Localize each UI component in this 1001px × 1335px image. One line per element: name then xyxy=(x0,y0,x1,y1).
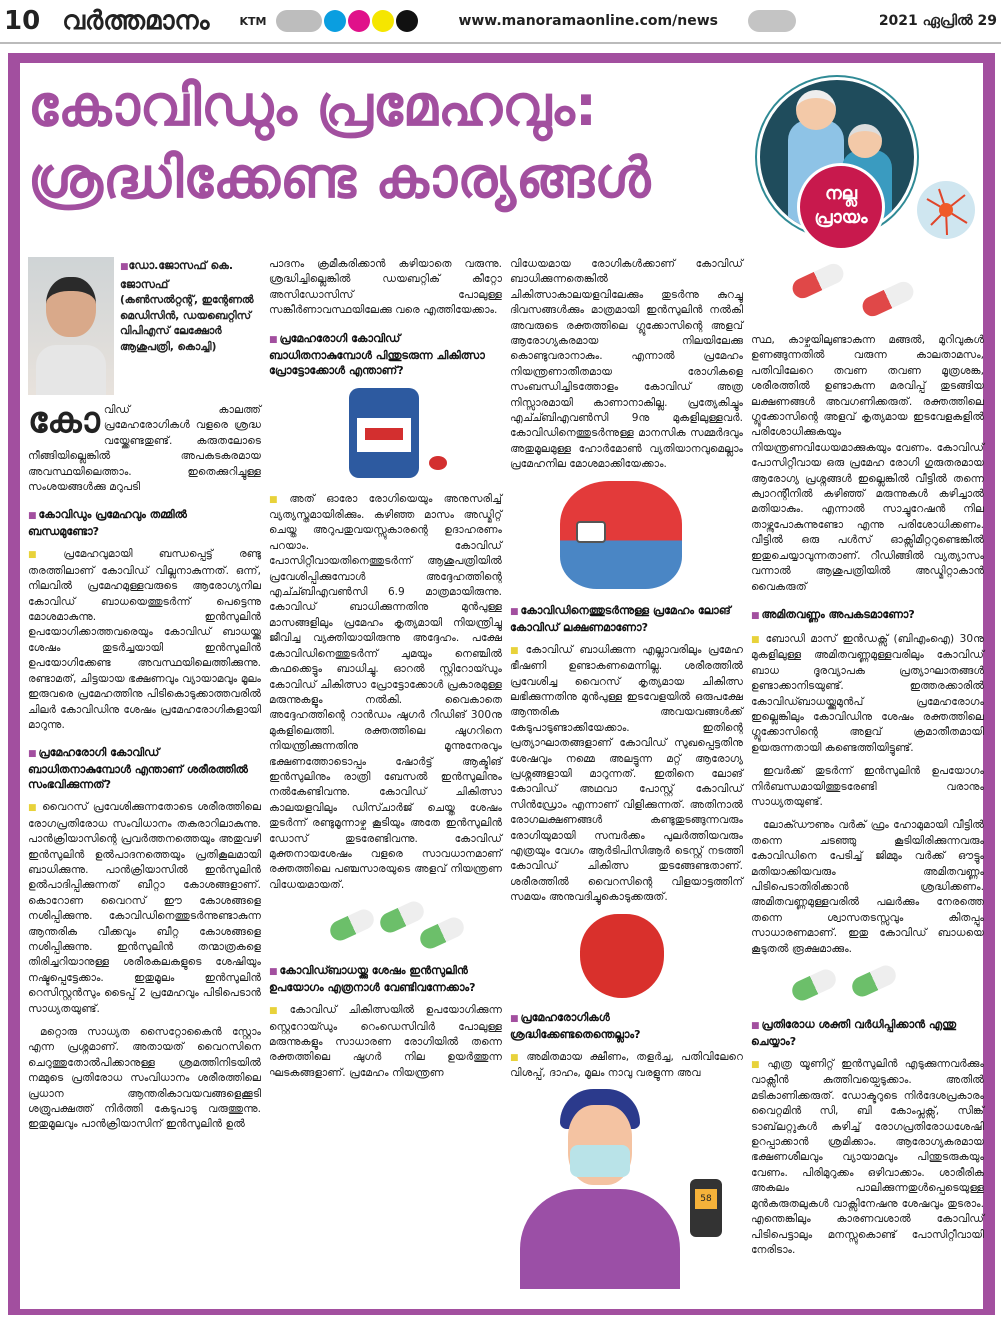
paragraph: ■ കോവിഡ് ചികിത്സയിൽ ഉപയോഗിക്കുന്ന സ്റ്റെറോയ്ഡും റെംഡെസിവിർ പോലുള്ള മരുന്നുകളും സാധാരണ രോഗിയിൽ തന്നെ രക്തത്തിലെ ഷുഗർ നില ഉയർത്തുന്ന ഘടകങ്ങളാണ്. പ്രമേഹം നിയന്ത്രണ xyxy=(269,1003,502,1081)
capsule-icon xyxy=(849,962,899,1000)
subheading: ■ പ്രതിരോധ ശക്തി വർധിപ്പിക്കാൻ എന്തു ചെയ്യാം? xyxy=(751,1017,984,1049)
medicine-bottle-icon xyxy=(349,388,419,478)
paragraph: ഇവർക്ക് തുടർന്ന് ഇൻസുലിൻ ഉപയോഗം നിർബന്ധമായിത്തുടരേണ്ടി വരാനും സാധ്യതയുണ്ട്. xyxy=(751,765,984,808)
intro-text: വിഡ് കാലത്ത് പ്രമേഹരോഗികൾ വളരെ ശ്രദ്ധ വയ്ക്കേണ്ടതുണ്ട്. കരുതലോടെ നീങ്ങിയില്ലെങ്കിൽ അപകടകരമായ അവസ്ഥയിലെത്താം. ഇതെക്കുറിച്ചുള്ള സംശയങ്ങൾക്കു മറുപടി xyxy=(28,404,261,494)
medicine-illustration xyxy=(269,386,502,482)
subheading: ■ കോവിഡിനെത്തുടർന്നുള്ള പ്രമേഹം ലോങ് കോവിഡ് ലക്ഷണമാണോ? xyxy=(510,603,743,635)
paragraph: ലോക്ഡൗണും വർക് ഫ്രം ഹോമുമായി വീട്ടിൽ തന്നെ ചടഞ്ഞു കൂടിയിരിക്കുന്നവരും കോവിഡിനെ പേടിച്ച് ജിമ്മും വർക്ക് ഔട്ടും മതിയാക്കിയവരും അമിതവണ്ണം പിടിപെടാതിരിക്കാൻ ശ്രദ്ധിക്കണം. അമിതവണ്ണമുള്ളവരിൽ പലർക്കും നേരത്തെ തന്നെ ശ്വാസതടസ്സവും കിതപ്പും സാധാരണമാണ്. ഇതു കോവിഡ് ബാധയെ കൂടുതൽ രൂക്ഷമാക്കും. xyxy=(751,819,984,955)
drop-cap: കോ xyxy=(28,400,100,441)
column-2 xyxy=(269,257,502,1089)
subheading: ■ കോവിഡും പ്രമേഹവും തമ്മിൽ ബന്ധമുണ്ടോ? xyxy=(28,507,261,539)
paragraph: ■ കോവിഡ് ബാധിക്കുന്ന എല്ലാവരിലും പ്രമേഹ ഭീഷണി ഉണ്ടാകണമെന്നില്ല. ശരീരത്തിൽ പ്രവേശിച്ച വൈറസ് കൃത്യമായ ചികിത്സ ലഭിക്കുന്നതിനു മുൻപുള്ള ഇടവേളയിൽ ഒരുപക്ഷേ ആന്തരിക അവയവങ്ങൾക്ക് കേടുപാടുണ്ടാക്കിയേക്കാം. ഇതിന്റെ പ്രത്യാഘാതങ്ങളാണ് കോവിഡ് സുഖപ്പെട്ടതിനു ശേഷവും നമ്മെ അലട്ടുന്ന മറ്റ് ആരോഗ്യ പ്രശ്നങ്ങളായി മാറുന്നത്. ഇതിനെ ലോങ് കോവിഡ് അഥവാ പോസ്റ്റ് കോവിഡ് സിൻഡ്രോം എന്നാണ് വിളിക്കുന്നത്. അതിനാൽ രോഗലക്ഷണങ്ങൾ കണ്ടുതുടങ്ങുന്നവരും രോഗിയുമായി സമ്പർക്കം പുലർത്തിയവരും എത്രയും വേഗം ആർടിപിസിആർ ടെസ്റ്റ് നടത്തി കോവിഡ് ചികിത്സ തുടങ്ങേണ്ടതാണ്. ശരീരത്തിൽ വൈറസിന്റെ വിളയാട്ടത്തിന് സമയം അനുവദിച്ചുകൊടുക്കരുത്. xyxy=(510,643,743,906)
column-3 xyxy=(510,257,743,1299)
badge-line-1: നല്ല xyxy=(824,183,858,204)
author-block xyxy=(28,257,261,395)
edition: KTM xyxy=(239,14,267,28)
red-pill-icon xyxy=(429,456,447,470)
author-photo xyxy=(28,257,114,395)
cyan-dot xyxy=(324,10,346,32)
title-bar xyxy=(28,71,979,251)
subheading: ■ കോവിഡ്ബാധയ്ക്കു ശേഷം ഇൻസുലിൻ ഉപയോഗം എത്രനാൾ വേണ്ടിവന്നേക്കാം? xyxy=(269,963,502,995)
column-1 xyxy=(28,257,261,1141)
heart-illustration xyxy=(510,914,743,998)
subheading: ■ അമിതവണ്ണം അപകടമാണോ? xyxy=(751,607,984,624)
capsule-icon xyxy=(789,261,846,302)
capsule-icon xyxy=(789,966,839,1004)
paragraph: പാദനം ക്രമീകരിക്കാൻ കഴിയാതെ വരുന്നു. ശ്രദ്ധിച്ചില്ലെങ്കിൽ ഡയബറ്റിക് കീറ്റോ അസിഡോസിസ് പോലുള്ള സങ്കീർണാവസ്ഥയിലേക്കു വരെ എത്തിയേക്കാം. xyxy=(269,258,502,317)
author-name-text: ഡോ.ജോസഫ് കെ. ജോസഫ് xyxy=(120,259,234,291)
paragraph: സ്ഥ, കാഴ്ചയിലുണ്ടാകുന്ന മങ്ങൽ, മുറിവുകൾ ഉണങ്ങുന്നതിൽ വരുന്ന കാലതാമസം, പതിവിലേറെ തവണ തവണ മൂത്രശങ്ക, ശരീരത്തിൽ ഉണ്ടാകുന്ന മരവിപ്പ് തുടങ്ങിയ ലക്ഷണങ്ങൾ അവഗണിക്കരുത്. രക്തത്തിലെ ഗ്ലൂക്കോസിന്റെ അളവ് കൃത്യമായ ഇടവേളകളിൽ പരിശോധിക്കുകയും നിയന്ത്രണവിധേയമാക്കുകയും വേണം. കോവിഡ് പോസിറ്റീവായ ഒരു പ്രമേഹ രോഗി ഗുരുതരമായ ആരോഗ്യ പ്രശ്നങ്ങൾ ഇല്ലെങ്കിൽ വീട്ടിൽ തന്നെ ക്വാറന്റീനിൽ കഴിഞ്ഞ് മരുന്നുകൾ കഴിച്ചാൽ മതിയാകും. എന്നാൽ സാച്ചുറേഷൻ നില താഴ്ന്നുപോകുന്നുണ്ടോ എന്നു പരിശോധിക്കണം. വീട്ടിൽ ഒരു പൾസ് ഓക്സിമീറ്ററുണ്ടെങ്കിൽ ഇതുചെയ്യാവുന്നതാണ്. റീഡിങ്ങിൽ വ്യത്യാസം വന്നാൽ ആശുപത്രിയിൽ അഡ്മിറ്റാകാൻ വൈകരുത് xyxy=(751,334,984,593)
section-name: വർത്തമാനം xyxy=(62,5,210,36)
capsules-illustration xyxy=(269,901,502,951)
page-number: 10 xyxy=(4,6,41,36)
red-capsules-illustration xyxy=(751,263,984,323)
paragraph: ■ അത് ഓരോ രോഗിയെയും അനുസരിച്ച് വ്യത്യസ്തമായിരിക്കും. കഴിഞ്ഞ മാസം അഡ്മിറ്റ് ചെയ്ത അറുപതുവയസ്സുകാരന്റെ ഉദാഹരണം പറയാം. കോവിഡ് പോസിറ്റീവായതിനെത്തുടർന്ന് ആശുപത്രിയിൽ പ്രവേശിപ്പിക്കുമ്പോൾ അദ്ദേഹത്തിന്റെ എച്ച്ബിഎവൺസി 6.9 മാത്രമായിരുന്നു. കോവിഡ് ബാധിക്കുന്നതിനു മുൻപുള്ള മാസങ്ങളിലും പ്രമേഹം കൃത്യമായി നിയന്ത്രിച്ചു ജീവിച്ച വ്യക്തിയായിരുന്നു അദ്ദേഹം. പക്ഷേ കോവിഡിനെത്തുടർന്ന് ചുമയും നെഞ്ചിൽ കഫക്കെട്ടും ബാധിച്ചു. ഓറൽ സ്റ്റിറോയ്ഡും കോവിഡ് ചികിത്സാ പ്രോട്ടോക്കോൾ പ്രകാരമുള്ള മരുന്നുകളും നൽകി. വൈകാതെ അദ്ദേഹത്തിന്റെ റാൻഡം ഷുഗർ റീഡിങ് 300നു മുകളിലെത്തി. രക്തത്തിലെ ഷുഗറിനെ നിയന്ത്രിക്കുന്നതിനു മൂന്നുനേരവും ഭക്ഷണത്തോടൊപ്പം ഷോർട്ട് ആക്ടിങ് ഇൻസുലിനും രാത്രി ബേസൽ ഇൻസുലിനും നൽകേണ്ടിവന്നു. കോവിഡ് ചികിത്സാ കാലയളവിലും ഡിസ്ചാർജ് ചെയ്ത ശേഷം തുടർന്ന് രണ്ടുമൂന്നാഴ്ച കൂടിയും അതേ ഇൻസുലിൻ ഡോസ് തുടരേണ്ടിവന്നു. കോവിഡ് മുക്തനായശേഷം വളരെ സാവധാനമാണ് രക്തത്തിലെ പഞ്ചസാരയുടെ അളവ് നിയന്ത്രണ വിധേയമായത്. xyxy=(269,492,502,894)
capsule-icon xyxy=(417,914,467,952)
headline-line-1: കോവിഡും പ്രമേഹവും: xyxy=(28,74,598,139)
article-columns xyxy=(28,257,984,1299)
paragraph: ■ അമിതമായ ക്ഷീണം, തളർച്ച, പതിവിലേറെ വിശപ്പ്, ദാഹം, മൂലം നാവു വരളുന്ന അവ xyxy=(510,1050,743,1082)
glucometer-reading: 58 xyxy=(695,1189,717,1209)
column-logo xyxy=(749,71,979,251)
paragraph: ■ പ്രമേഹവുമായി ബന്ധപ്പെട്ട് രണ്ടു തരത്തിലാണ് കോവിഡ് വില്ലനാകുന്നത്. ഒന്ന്, നിലവിൽ പ്രമേഹമുള്ളവരുടെ ആരോഗ്യനില കോവിഡ് ബാധയെത്തുടർന്ന് പെട്ടെന്നു മോശമാകുന്നു. ഇൻസുലിൻ ഉപയോഗിക്കാത്തവരെയും കോവിഡ് ബാധയ്ക്കു ശേഷം തുടർച്ചയായി ഇൻസുലിൻ ഉപയോഗിക്കേണ്ട അവസ്ഥയിലെത്തിക്കുന്നു. രണ്ടാമത്, ചിട്ടയായ ഭക്ഷണവും വ്യായാമവും മൂലം ഇരുവരെ പ്രമേഹത്തിനു പിടികൊടുക്കാത്തവരിൽ ചിലർ കോവിഡിനു ശേഷം പ്രമേഹരോഗികളായി മാറുന്നു. xyxy=(28,547,261,733)
subheading: ■ പ്രമേഹരോഗികൾ ശ്രദ്ധിക്കേണ്ടതെന്തെല്ലാം? xyxy=(510,1010,743,1042)
insulin-pump-illustration xyxy=(510,481,743,591)
website-url: www.manoramaonline.com/news xyxy=(458,13,718,29)
capsule-icon xyxy=(377,898,427,936)
subheading: ■ പ്രമേഹരോഗി കോവിഡ് ബാധിതനാകുമ്പോൾ എന്താണ് ശരീരത്തിൽ സംഭവിക്കുന്നത്? xyxy=(28,745,261,792)
green-capsules-illustration xyxy=(751,965,984,1005)
intro-paragraph xyxy=(28,400,261,495)
headline xyxy=(28,71,749,215)
badge-line-2: പ്രായം xyxy=(814,207,868,228)
paragraph: ■ ബോഡി മാസ് ഇൻഡക്സ് (ബിഎംഐ) 30നു മുകളിലുള്ള അമിതവണ്ണമുള്ളവരിലും കോവിഡ് ബാധ ദൂരവ്യാപക പ്രത്യാഘാതങ്ങൾ ഉണ്ടാക്കാനിടയുണ്ട്. ഇത്തരക്കാരിൽ കോവിഡ്ബാധയ്ക്കുമുൻപ് പ്രമേഹരോഗം ഇല്ലെങ്കിലും കോവിഡിനു ശേഷം രക്തത്തിലെ ഗ്ലൂക്കോസിന്റെ അളവ് ക്രമാതീതമായി ഉയരുന്നതായി കണ്ടെത്തിയിട്ടുണ്ട്. xyxy=(751,632,984,756)
paragraph: ■ എത്ര യൂണിറ്റ് ഇൻസുലിൻ എടുക്കുന്നവർക്കും വാക്സീൻ കുത്തിവയ്പെടുക്കാം. അതിൽ മടികാണിക്കരുത്. ഡോക്ടറുടെ നിർദേശപ്രകാരം വൈറ്റമിൻ സി, ബി കോംപ്ലക്സ്, സിങ്ക് ടാബ്‌ലറ്റുകൾ കഴിച്ച് രോഗപ്രതിരോധശേഷി ഉറപ്പാക്കാൻ ശ്രമിക്കാം. ആരോഗ്യകരമായ ഭക്ഷണശീലവും വ്യായാമവും പിന്തുടരുകയും വേണം. പിരിമുറുക്കം ഒഴിവാക്കാം. ശാരീരിക അകലം പാലിക്കുന്നതുൾപ്പെടെയുള്ള മുൻകരുതലുകൾ വാക്സിനേഷനു ശേഷവും തുടരാം. എന്തെങ്കിലും കാരണവശാൽ കോവിഡ് പിടിപെട്ടാലും മനസ്സുകൊണ്ട് പോസിറ്റീവായി നേരിടാം. xyxy=(751,1057,984,1258)
column-badge xyxy=(797,163,885,251)
yellow-dot xyxy=(372,10,394,32)
capsule-icon xyxy=(859,279,916,320)
neuron-icon xyxy=(917,181,975,239)
date: 2021 ഏപ്രിൽ 29 xyxy=(878,13,997,29)
column-4 xyxy=(751,257,984,1266)
headline-line-2: ശ്രദ്ധിക്കേണ്ട കാര്യങ്ങൾ xyxy=(28,146,651,211)
registration-mark xyxy=(276,10,322,32)
glucometer-icon xyxy=(690,1179,722,1237)
magenta-dot xyxy=(348,10,370,32)
paragraph: വിധേയമായ രോഗികൾക്കാണ് കോവിഡ് ബാധിക്കുന്നതെങ്കിൽ ചികിത്സാകാലയളവിലേക്കും തുടർന്നു കുറച്ചു ദിവസങ്ങൾക്കും മാത്രമായി ഇൻസുലിൻ നൽകി അവരുടെ രക്തത്തിലെ ഗ്ലൂക്കോസിന്റെ അളവ് ആരോഗ്യകരമായ നിലയിലേക്കു കൊണ്ടുവരാനാകും. എന്നാൽ പ്രമേഹം നിയന്ത്രണാതീതമായ രോഗികളെ സംബന്ധിച്ചിടത്തോളം കോവിഡ് അത്ര നിസ്സാരമായി കാണാനാകില്ല. പ്രത്യേകിച്ചും എച്ച്ബിഎവൺസി 9നു മുകളിലുള്ളവർ. കോവിഡിനെത്തുടർന്നുള്ള മാനസിക സമ്മർദവും അതുമൂലമുള്ള ഹോർമോൺ വ്യതിയാനവുമെല്ലാം പ്രമേഹനില മോശമാക്കിയേക്കാം. xyxy=(510,258,743,471)
masthead xyxy=(0,0,1001,44)
masked-man-illustration xyxy=(510,1089,743,1289)
subheading: ■ പ്രമേഹരോഗി കോവിഡ് ബാധിതനാകുമ്പോൾ പിന്തുടരുന്ന ചികിത്സാ പ്രോട്ടോക്കോൾ എന്താണ്? xyxy=(269,331,502,378)
article-frame xyxy=(8,53,995,1315)
paragraph: ■ വൈറസ് പ്രവേശിക്കുന്നതോടെ ശരീരത്തിലെ രോഗപ്രതിരോധ സംവിധാനം തകരാറിലാകുന്നു. പാൻക്രിയാസിന്റെ പ്രവർത്തനത്തെയും അതുവഴി ഇൻസുലിൻ ഉൽപാദനത്തെയും പ്രതികൂലമായി ബാധിക്കുന്നു. പാൻക്രിയാസിൽ ഇൻസുലിൻ ഉൽപാദിപ്പിക്കുന്നത് ബീറ്റാ കോശങ്ങളാണ്. കൊറോണ വൈറസ് ഈ കോശങ്ങളെ നശിപ്പിക്കുന്നു. കോവിഡിനെത്തുടർന്നുണ്ടാകുന്ന ആന്തരിക വീക്കവും ബീറ്റ കോശങ്ങളെ നശിപ്പിക്കുന്നു. ഇൻസുലിൻ തന്മാത്രകളെ തിരിച്ചറിയാനുള്ള ശരീരകലകളുടെ ശേഷിയും നഷ്ടപ്പെട്ടേക്കാം. ഇതുമൂലം ഇൻസുലിൻ റെസിസ്റ്റൻസും ടൈപ്പ് 2 പ്രമേഹവും പിടിപെടാൻ സാധ്യതയുണ്ട്. xyxy=(28,800,261,1017)
author-role: (കൺസൽറ്റന്റ്, ഇന്റേണൽ മെഡിസിൻ, ഡയബെറ്റിസ് വിപിഎസ് ലേക്ഷോർ ആശുപത്രി, കൊച്ചി) xyxy=(120,294,254,353)
black-dot xyxy=(396,10,418,32)
registration-mark xyxy=(748,10,796,32)
capsule-icon xyxy=(327,906,377,944)
color-registration-marks xyxy=(276,10,418,32)
paragraph: മറ്റൊരു സാധ്യത സൈറ്റോകൈൻ സ്റ്റോം എന്ന പ്രശ്നമാണ്. അതായത് വൈറസിനെ ചെറുത്തുതോൽപിക്കാനുള്ള ശ്രമത്തിനിടയിൽ നമ്മുടെ പ്രതിരോധ സംവിധാനം ശരീരത്തിലെ പ്രധാന ആന്തരികാവയവങ്ങളെക്കൂടി ശത്രുപക്ഷത്ത് നിർത്തി കേടുപാടു വരുത്തുന്നു. ഇതുമൂലവും പാൻക്രിയാസിന് ഇൻസുലിൻ ഉൽ xyxy=(28,1026,261,1131)
author-name: ■ഡോ.ജോസഫ് കെ. ജോസഫ് xyxy=(120,259,234,291)
